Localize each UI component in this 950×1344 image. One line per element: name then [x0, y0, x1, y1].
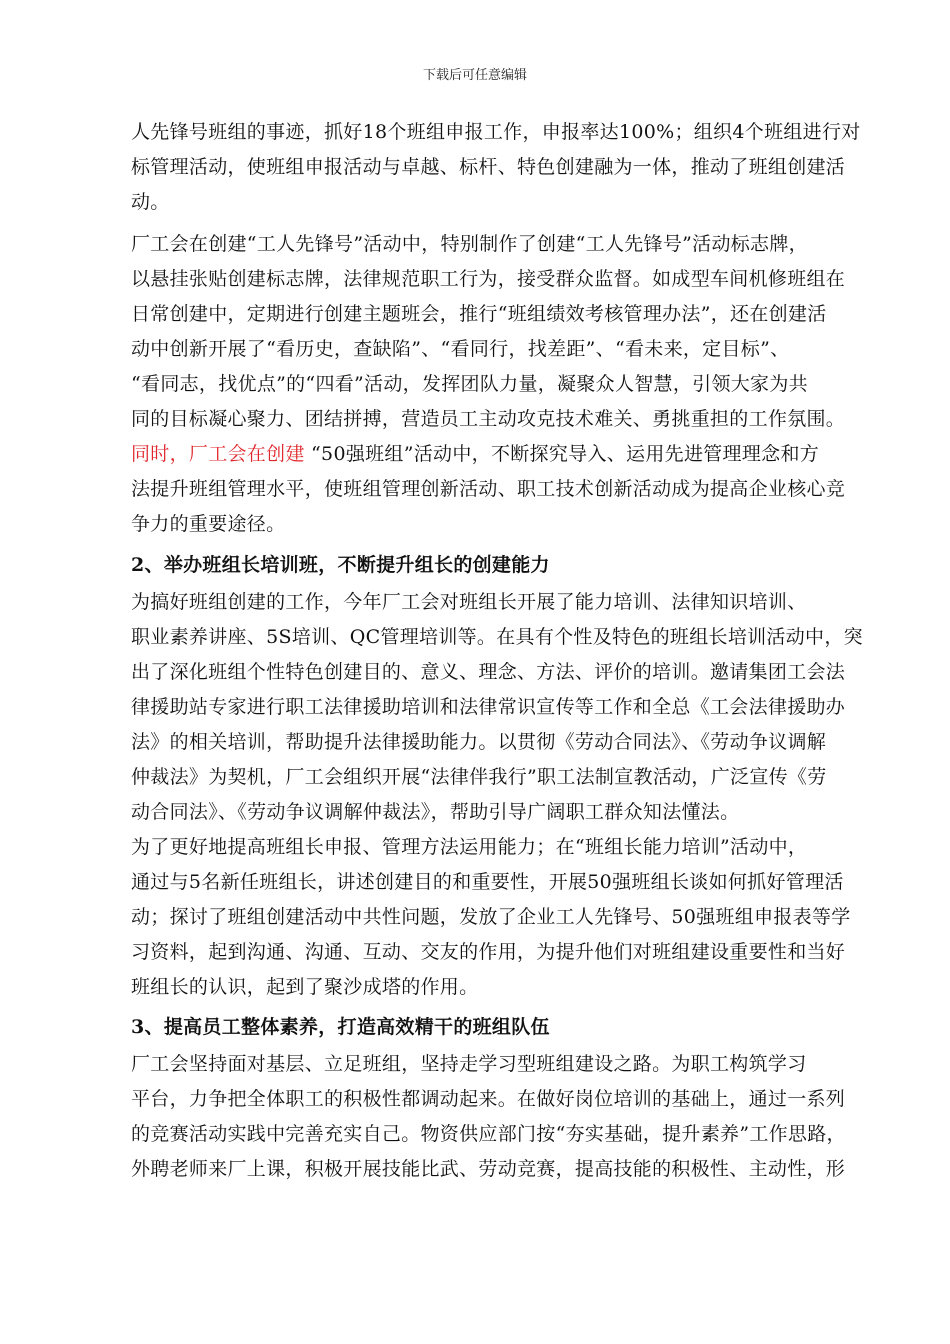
paragraph-line: 以悬挂张贴创建标志牌，法律规范职工行为，接受群众监督。如成型车间机修班组在	[131, 268, 846, 290]
paragraph-line: 通过与5名新任班组长，讲述创建目的和重要性，开展50强班组长谈如何抓好管理活	[131, 871, 844, 893]
paragraph-line: 动中创新开展了“看历史，查缺陷”、“看同行，找差距”、“看未来，定目标”、	[131, 338, 790, 360]
page-header: 下载后可任意编辑	[422, 68, 527, 83]
paragraph-line: 为了更好地提高班组长申报、管理方法运用能力；在“班组长能力培训”活动中，	[131, 836, 808, 858]
paragraph-line: 动合同法》、《劳动争议调解仲裁法》，帮助引导广阔职工群众知法懂法。	[131, 801, 740, 823]
paragraph-line: 的竞赛活动实践中完善充实自己。物资供应部门按“夯实基础，提升素养”工作思路，	[131, 1123, 846, 1145]
paragraph-line: 日常创建中，定期进行创建主题班会，推行“班组绩效考核管理办法”，还在创建活	[131, 303, 827, 325]
paragraph-line: 争力的重要途径。	[131, 513, 286, 535]
paragraph-line: 动。	[131, 191, 170, 213]
paragraph-line: 律援助站专家进行职工法律援助培训和法律常识宣传等工作和全总《工会法律援助办	[131, 696, 846, 718]
paragraph-line: 为搞好班组创建的工作，今年厂工会对班组长开展了能力培训、法律知识培训、	[131, 591, 807, 613]
paragraph-line: 仲裁法》为契机，厂工会组织开展“法律伴我行”职工法制宣教活动，广泛宣传《劳	[131, 766, 827, 788]
paragraph-line: 同的目标凝心聚力、团结拼搏，营造员工主动攻克技术难关、勇挑重担的工作氛围。	[131, 408, 846, 430]
line-text: “50强班组”活动中，不断探究导入、运用先进管理理念和方	[304, 443, 820, 465]
paragraph-line: 班组长的认识，起到了聚沙成塔的作用。	[131, 976, 479, 998]
paragraph-line: 法》的相关培训，帮助提升法律援助能力。以贯彻《劳动合同法》、《劳动争议调解	[131, 731, 827, 753]
section-heading: 2、举办班组长培训班，不断提升组长的创建能力	[131, 554, 550, 576]
paragraph-line: 出了深化班组个性特色创建目的、意义、理念、方法、评价的培训。邀请集团工会法	[131, 661, 846, 683]
paragraph-line: “看同志，找优点”的“四看”活动，发挥团队力量，凝聚众人智慧，引领大家为共	[131, 373, 808, 395]
paragraph-line: 标管理活动，使班组申报活动与卓越、标杆、特色创建融为一体，推动了班组创建活	[131, 156, 846, 178]
paragraph-line: 职业素养讲座、5S培训、QC管理培训等。在具有个性及特色的班组长培训活动中，突	[131, 626, 863, 648]
mixed-color-line	[131, 442, 851, 466]
paragraph-line: 动；探讨了班组创建活动中共性问题，发放了企业工人先锋号、50强班组申报表等学	[131, 906, 851, 928]
paragraph-line: 厂工会在创建“工人先锋号”活动中，特别制作了创建“工人先锋号”活动标志牌，	[131, 233, 808, 255]
paragraph-line: 厂工会坚持面对基层、立足班组，坚持走学习型班组建设之路。为职工构筑学习	[131, 1053, 807, 1075]
paragraph-line: 人先锋号班组的事迹，抓好18个班组申报工作，申报率达100%；组织4个班组进行对	[131, 121, 861, 143]
highlighted-text: 同时，厂工会在创建	[131, 443, 305, 465]
paragraph-line: 习资料，起到沟通、沟通、互动、交友的作用，为提升他们对班组建设重要性和当好	[131, 941, 846, 963]
paragraph-line: 外聘老师来厂上课，积极开展技能比武、劳动竞赛，提高技能的积极性、主动性，形	[131, 1158, 846, 1180]
paragraph-line: 平台，力争把全体职工的积极性都调动起来。在做好岗位培训的基础上，通过一系列	[131, 1088, 846, 1110]
section-heading: 3、提高员工整体素养，打造高效精干的班组队伍	[131, 1016, 550, 1038]
paragraph-line: 法提升班组管理水平，使班组管理创新活动、职工技术创新活动成为提高企业核心竞	[131, 478, 846, 500]
